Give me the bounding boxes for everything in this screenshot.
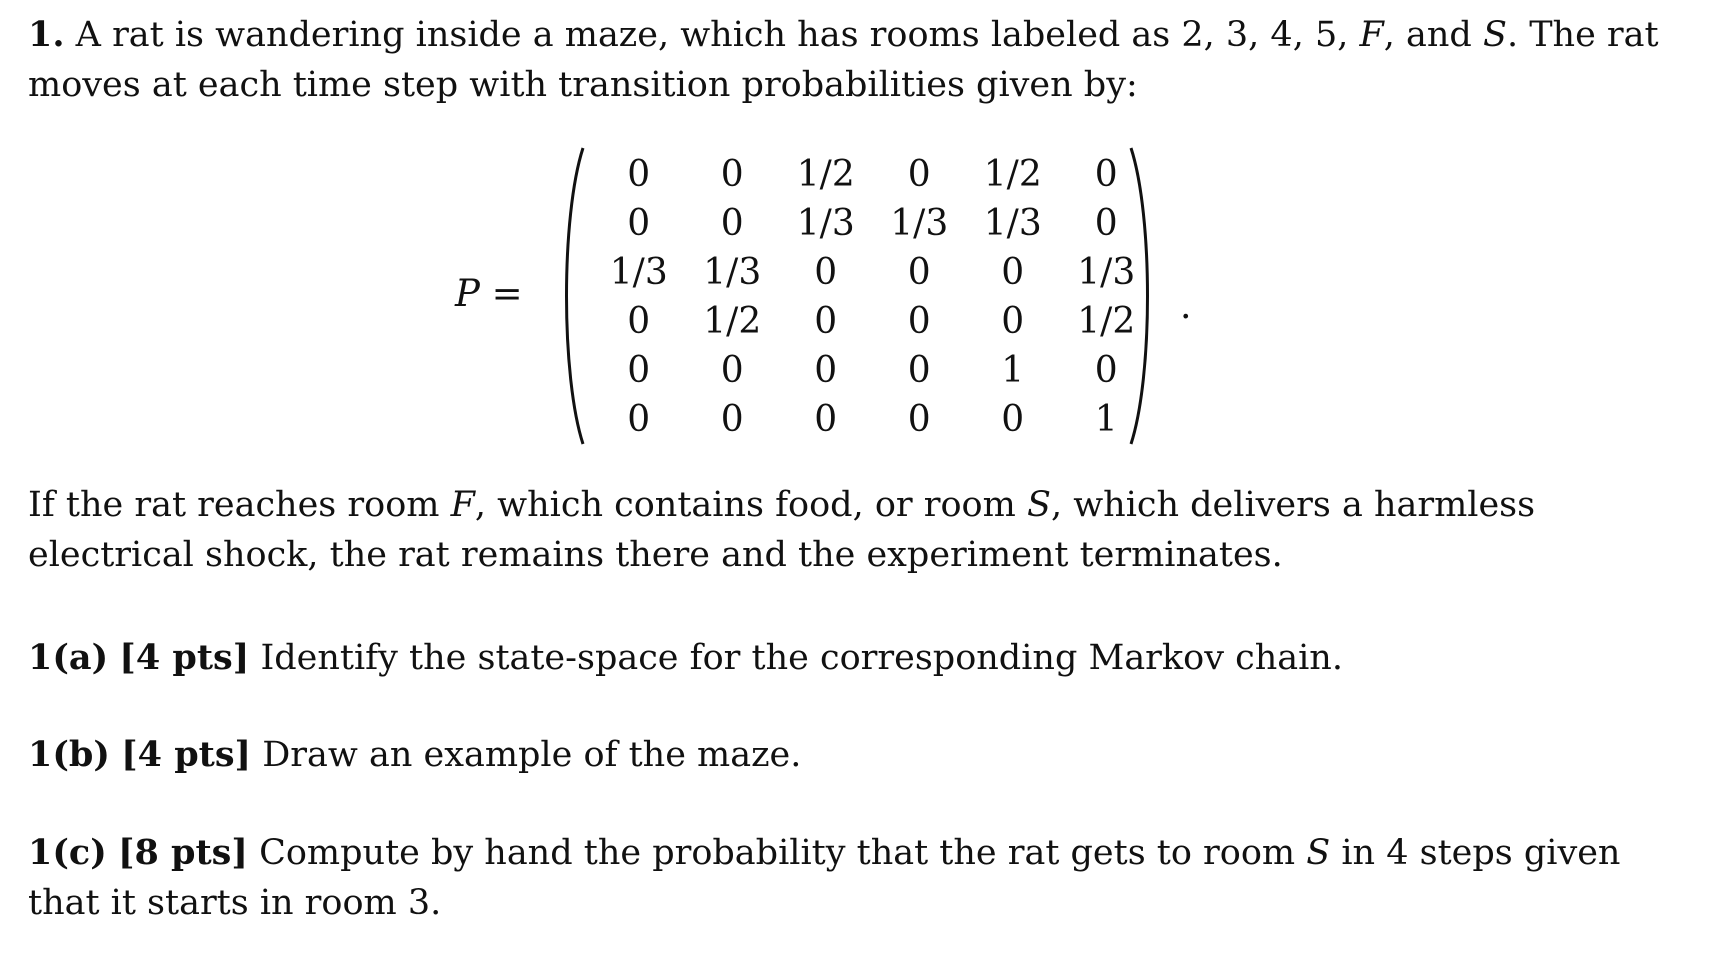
- matrix-cell: 0: [720, 349, 744, 391]
- matrix-cell: 0: [627, 153, 651, 195]
- room-f-symbol: F: [450, 485, 475, 525]
- matrix-cell: 0: [814, 251, 838, 293]
- matrix-cell: 0: [907, 153, 931, 195]
- matrix-cell: 0: [720, 398, 744, 440]
- intro-text-1: A rat is wandering inside a maze, which has rooms labeled as 2, 3, 4, 5,: [64, 15, 1360, 55]
- matrix-cell: 0: [720, 202, 744, 244]
- closing-text-1: If the rat reaches room: [28, 485, 451, 525]
- problem-number: 1.: [28, 14, 65, 55]
- intro-text-2: , and: [1383, 15, 1483, 55]
- question-label: 1(b): [28, 734, 110, 775]
- question-1c: [28, 828, 1688, 928]
- matrix-cell: 0: [627, 398, 651, 440]
- matrix-cell: 0: [814, 349, 838, 391]
- matrix-cell: 0: [627, 202, 651, 244]
- closing-paragraph: [28, 480, 1688, 580]
- matrix-cell: 1: [1001, 349, 1025, 391]
- matrix-cell: 0: [1001, 300, 1025, 342]
- matrix-cell: 1/3: [796, 202, 855, 244]
- closing-text-3: , which delivers a harmless electrical shock, the rat remains there and the experiment terminates.: [28, 485, 1536, 575]
- question-1a: [28, 633, 1688, 683]
- matrix-cell: 1/3: [983, 202, 1042, 244]
- matrix-cell: 0: [1001, 251, 1025, 293]
- matrix-symbol: P: [455, 272, 480, 315]
- matrix-cell: 1/3: [609, 251, 668, 293]
- room-s-symbol: S: [1026, 485, 1051, 525]
- matrix-cell: 0: [907, 251, 931, 293]
- question-label: 1(a): [28, 637, 109, 678]
- question-points: [4 pts]: [121, 734, 252, 775]
- matrix-label: [455, 272, 523, 316]
- matrix-trailing-period: .: [1180, 286, 1192, 327]
- matrix-cell: 0: [814, 398, 838, 440]
- question-points: [8 pts]: [117, 832, 248, 873]
- matrix-cell: 0: [627, 300, 651, 342]
- matrix-cell: 1/3: [1077, 251, 1136, 293]
- matrix-cell: 1: [1094, 398, 1118, 440]
- matrix-cell: 1/2: [796, 153, 855, 195]
- room-f-symbol: F: [1359, 15, 1384, 55]
- matrix-cell: 1/3: [890, 202, 949, 244]
- matrix-cell: 0: [720, 153, 744, 195]
- question-1b: [28, 730, 1688, 780]
- matrix-cell: 1/2: [703, 300, 762, 342]
- left-parenthesis: [557, 146, 585, 446]
- matrix-cell: 1/3: [703, 251, 762, 293]
- matrix-cell: 0: [814, 300, 838, 342]
- matrix-cell: 0: [627, 349, 651, 391]
- matrix-cell: 0: [907, 349, 931, 391]
- matrix-cell: 1/2: [983, 153, 1042, 195]
- matrix-cell: 0: [1094, 202, 1118, 244]
- matrix-cell: 0: [1094, 153, 1118, 195]
- room-s-symbol: S: [1482, 15, 1507, 55]
- room-s-symbol: S: [1306, 833, 1331, 873]
- intro-text-3: . The rat moves at each time step with transition probabilities given by:: [28, 15, 1659, 105]
- matrix-cell: 0: [1094, 349, 1118, 391]
- question-text: Identify the state-space for the corresponding Markov chain.: [249, 638, 1343, 678]
- matrix-cell: 0: [907, 300, 931, 342]
- question-label: 1(c): [28, 832, 107, 873]
- matrix-cell: 0: [907, 398, 931, 440]
- right-parenthesis: [1129, 146, 1157, 446]
- question-text-1: Compute by hand the probability that the rat gets to room: [247, 833, 1307, 873]
- closing-text-2: , which contains food, or room: [474, 485, 1027, 525]
- problem-intro: [28, 10, 1688, 110]
- question-text-2: in 4 steps given that it starts in room 3.: [28, 833, 1621, 923]
- matrix-equals: =: [479, 272, 523, 315]
- question-points: [4 pts]: [119, 637, 250, 678]
- matrix-grid: [592, 150, 1153, 444]
- matrix-cell: 0: [1001, 398, 1025, 440]
- question-text: Draw an example of the maze.: [251, 735, 802, 775]
- matrix-cell: 1/2: [1077, 300, 1136, 342]
